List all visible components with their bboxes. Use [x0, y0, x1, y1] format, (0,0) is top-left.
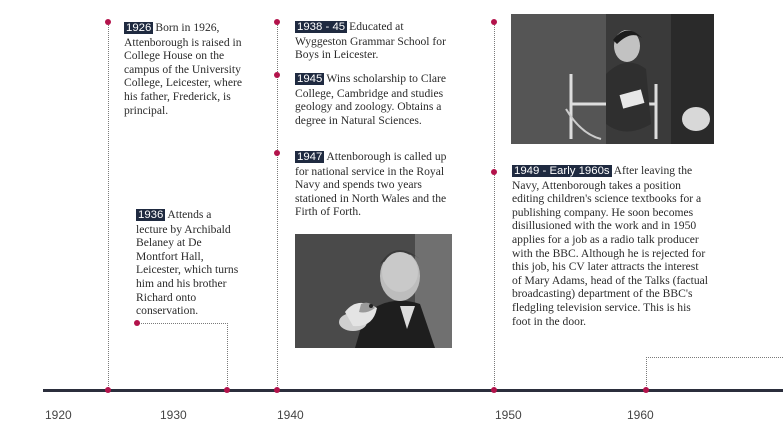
marker-dot-1938 [274, 19, 280, 25]
photo-woman-seated-reading [511, 14, 714, 144]
connector-1936-vertical [227, 323, 228, 390]
timeline-axis [43, 389, 783, 392]
photo-young-attenborough-with-bird-image [295, 234, 452, 348]
entry-text: Educated at Wyggeston Grammar School for Boys in Leicester. [295, 20, 446, 62]
year-label-1940: 1940 [277, 408, 304, 422]
connector-1960-vertical [646, 357, 647, 390]
marker-dot-1947 [274, 150, 280, 156]
entry-text: After leaving the Navy, Attenborough takes a position editing children's science textbooks for a publishing company. He soon becomes disillusioned with the work and in 1950 applies for a job as a radio talk producer with the BBC. Although he is rejected for this job, his CV later attracts the interest of Mary Adams, head of the Talks (factual broadcasting) department of the BBC's fledgling television service. This is his foot in the door. [512, 164, 709, 328]
year-badge: 1947 [297, 151, 323, 163]
entry-text: Wins scholarship to Clare College, Cambridge and studies geology and zoology. Obtains a degree in Natural Sciences. [295, 72, 446, 127]
timeline-entry-1945 [295, 72, 457, 127]
connector-1949 [494, 22, 495, 390]
year-label-1930: 1930 [160, 408, 187, 422]
connector-1936-horizontal [137, 323, 228, 324]
year-badge: 1949 - Early 1960s [514, 165, 610, 177]
marker-dot-1949 [491, 169, 497, 175]
timeline-entry-1926 [124, 21, 246, 117]
year-label-1950: 1950 [495, 408, 522, 422]
marker-dot-1926-axis [105, 387, 111, 393]
marker-dot-1936-axis [224, 387, 230, 393]
year-label-1960: 1960 [627, 408, 654, 422]
timeline-entry-1949 [512, 164, 710, 328]
entry-text: Born in 1926, Attenborough is raised in College House on the campus of the University College, Leicester, where his father, Frederick, is principal. [124, 21, 242, 117]
marker-dot-1949-axis [491, 387, 497, 393]
connector-1926 [108, 22, 109, 390]
entry-text: Attenborough is called up for national service in the Royal Navy and spends two years stationed in North Wales and the Firth of Forth. [295, 150, 447, 219]
photo-young-attenborough-with-bird [295, 234, 452, 348]
marker-dot-1945 [274, 72, 280, 78]
marker-dot-1949-top [491, 19, 497, 25]
year-badge: 1938 - 45 [297, 21, 346, 33]
timeline-entry-1947 [295, 150, 457, 219]
year-badge: 1936 [138, 209, 164, 221]
photo-woman-seated-reading-image [511, 14, 714, 144]
year-label-1920: 1920 [45, 408, 72, 422]
year-badge: 1926 [126, 22, 152, 34]
marker-dot-1960-axis [643, 387, 649, 393]
marker-dot-1926-top [105, 19, 111, 25]
year-badge: 1945 [297, 73, 323, 85]
marker-dot-1936-end [134, 320, 140, 326]
timeline-entry-1936 [136, 208, 244, 318]
entry-text: Attends a lecture by Archibald Belaney at De Montfort Hall, Leicester, which turns him and his brother Richard onto conservation. [136, 208, 239, 318]
timeline-entry-1938 [295, 20, 455, 62]
connector-1960-horizontal [646, 357, 783, 358]
marker-dot-1940s-axis [274, 387, 280, 393]
